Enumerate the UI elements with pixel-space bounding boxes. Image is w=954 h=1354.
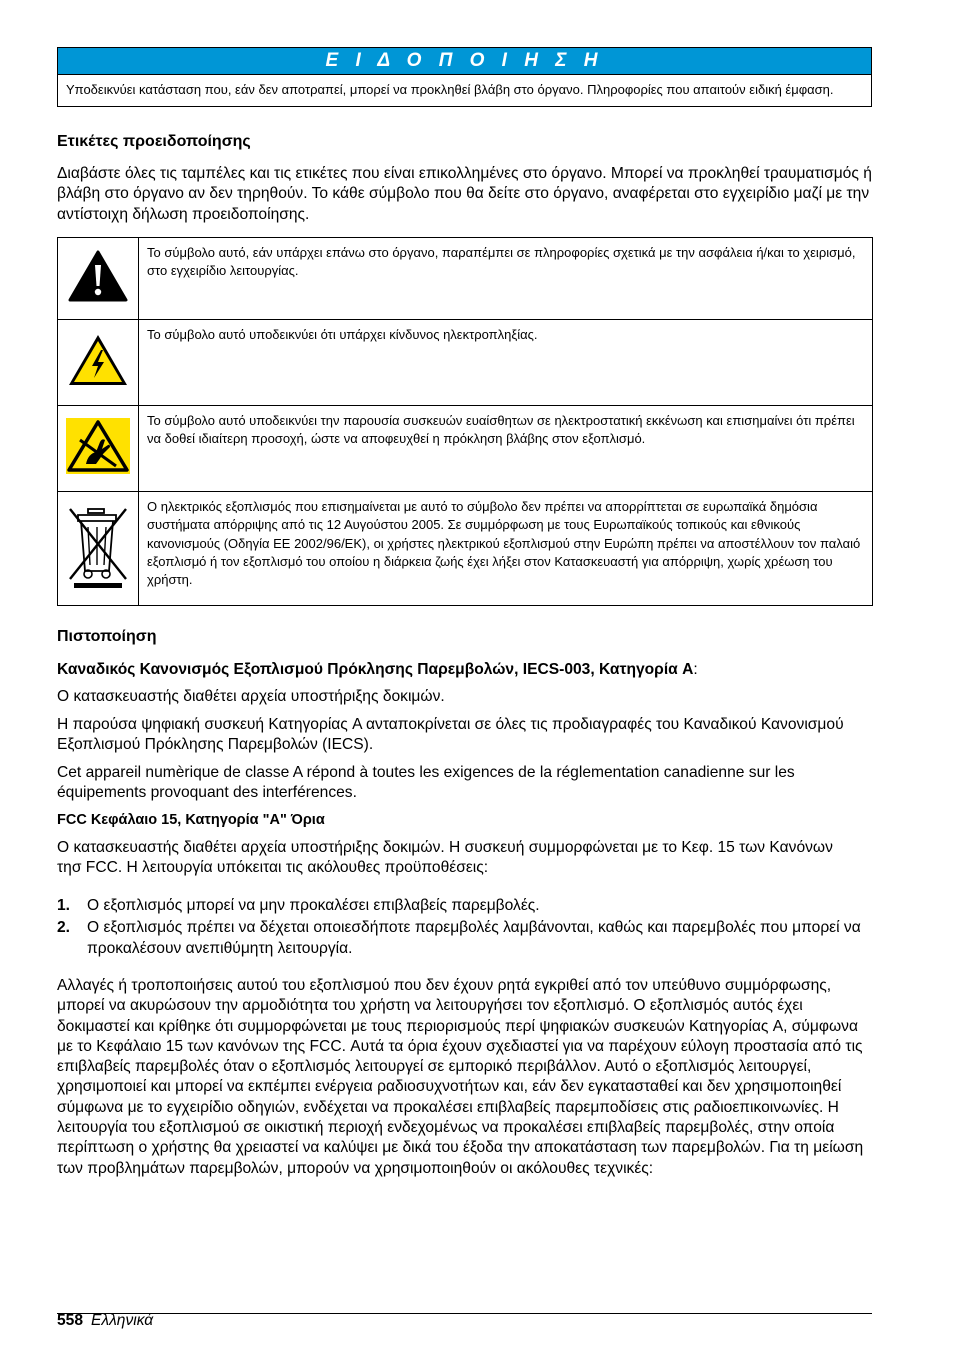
certification-heading: Πιστοποίηση (57, 628, 157, 645)
notice-box (57, 47, 872, 107)
symbol-description: Το σύμβολο αυτό υποδεικνύει ότι υπάρχει κίνδυνος ηλεκτροπληξίας. (139, 320, 873, 406)
fcc-conditions-list (57, 896, 872, 961)
footer-language: Ελληνικά (91, 1312, 154, 1329)
symbols-table (57, 237, 873, 606)
list-item-text: Ο εξοπλισμός πρέπει να δέχεται οποιεσδήποτε παρεμβολές λαμβάνονται, καθώς και παρεμβολές που μπορεί να προκαλέσουν ανεπιθύμητη λειτουργία. (87, 919, 861, 957)
labels-heading: Ετικέτες προειδοποίησης (57, 133, 251, 150)
page-footer (57, 1311, 153, 1331)
symbol-row (58, 320, 873, 406)
labels-intro: Διαβάστε όλες τις ταμπέλες και τις ετικέτες που είναι επικολλημένες στο όργανο. Μπορεί να προκληθεί τραυματισμός ή βλάβη στο όργανο αν δεν τηρηθούν. Το κάθε σύμβολο που θα δείτε στο όργανο, αναφέρεται στο εγχειρίδιο μαζί με την αντίστοιχη δήλωση προειδοποίησης. (57, 165, 872, 223)
symbol-description: Το σύμβολο αυτό, εάν υπάρχει επάνω στο όργανο, παραπέμπει σε πληροφορίες σχετικά με την ασφάλεια ή/και το χειρισμό, στο εγχειρίδιο λειτουργίας. (139, 238, 873, 320)
warning-triangle-icon (68, 250, 128, 302)
canada-heading: Καναδικός Κανονισμός Εξοπλισμού Πρόκλησης Παρεμβολών, IECS-003, Κατηγορία A (57, 661, 694, 678)
list-item (57, 918, 872, 959)
symbol-row (58, 238, 873, 320)
esd-sensitive-icon (66, 418, 130, 474)
electrical-hazard-icon (67, 333, 129, 387)
symbol-row (58, 406, 873, 492)
list-item-text: Ο εξοπλισμός μπορεί να μην προκαλέσει επιβλαβείς παρεμβολές. (87, 897, 540, 914)
canada-paragraph-2: Η παρούσα ψηφιακή συσκευή Κατηγορίας A ανταποκρίνεται σε όλες τις προδιαγραφές του Καναδικού Κανονισμού Εξοπλισμού Πρόκλησης Παρεμβολών (IECS). (57, 716, 844, 754)
symbol-description: Ο ηλεκτρικός εξοπλισμός που επισημαίνεται με αυτό το σύμβολο δεν πρέπει να απορρίπτεται σε ευρωπαϊκά δημόσια συστήματα απόρριψης από τις 12 Αυγούστου 2005. Σε συμμόρφωση με τους Ευρωπαϊκούς τοπικούς και εθνικούς κανονισμούς (Οδηγία ΕΕ 2002/96/ΕΚ), οι χρήστες ηλεκτρικού εξοπλισμού στην Ευρώπη πρέπει να αποστέλλουν τον παλαιό εξοπλισμό ή τον εξοπλισμό του οποίου η διάρκεια ζωής έχει λήξει στον Κατασκευαστή για απόρριψη, χωρίς χρέωση του χρήστη. (139, 492, 873, 606)
fcc-heading: FCC Κεφάλαιο 15, Κατηγορία "A" Όρια (57, 812, 325, 828)
list-item-number: 1. (57, 897, 71, 914)
weee-crossed-bin-icon (66, 503, 130, 589)
notice-text: Υποδεικνύει κατάσταση που, εάν δεν αποτραπεί, μπορεί να προκληθεί βλάβη στο όργανο. Πληροφορίες που απαιτούν ειδική έμφαση. (58, 74, 871, 106)
symbol-row (58, 492, 873, 606)
footer-divider (57, 1313, 872, 1314)
canada-paragraph-3: Cet appareil numèrique de classe A répond à toutes les exigences de la réglementation canadienne sur les équipements provoquant des interférences. (57, 764, 795, 802)
fcc-paragraph-1: Ο κατασκευαστής διαθέτει αρχεία υποστήριξης δοκιμών. Η συσκευή συμμορφώνεται με το Κεφ. 15 των Κανόνων τησ FCC. Η λειτουργία υπόκειται τις ακόλουθες προϋποθέσεις: (57, 839, 833, 877)
canada-heading-colon: : (693, 661, 698, 678)
symbol-description: Το σύμβολο αυτό υποδεικνύει την παρουσία συσκευών ευαίσθητων σε ηλεκτροστατική εκκένωση και επισημαίνει ότι πρέπει να δοθεί ιδιαίτερη προσοχή, ώστε να αποφευχθεί η πρόκληση βλάβης στον εξοπλισμό. (139, 406, 873, 492)
canada-heading-line (57, 660, 872, 680)
page-number: 558 (57, 1312, 84, 1329)
notice-title: Ε Ι Δ Ο Π Ο Ι Η Σ Η (58, 48, 871, 74)
list-item-number: 2. (57, 919, 71, 937)
list-item (57, 896, 872, 916)
fcc-paragraph-2: Αλλαγές ή τροποποιήσεις αυτού του εξοπλισμού που δεν έχουν ρητά εγκριθεί από τον υπεύθυνο συμμόρφωσης, μπορεί να ακυρώσουν την αρμοδιότητα του χρήστη να λειτουργήσει τον εξοπλισμό. Ο εξοπλισμός αυτός έχει δοκιμαστεί και κρίθηκε ότι συμμορφώνεται με τους περιορισμούς περί ψηφιακών συσκευών Κατηγορίας A, σύμφωνα με το Κεφάλαιο 15 των κανόνων της FCC. Αυτά τα όρια έχουν σχεδιαστεί για να παρέχουν εύλογη προστασία από τις επιβλαβείς παρεμβολές όταν ο εξοπλισμός λειτουργεί σε εμπορικό περιβάλλον. Αυτό ο εξοπλισμός λειτουργεί, χρησιμοποιεί και μπορεί να εκπέμπει ενέργεια ραδιοσυχνοτήτων και, εάν δεν εγκατασταθεί και δεν χρησιμοποιηθεί σύμφωνα με το εγχειρίδιο οδηγιών, ενδέχεται να προκαλέσει επιβλαβείς παρεμποδίσεις στις ραδιοεπικοινωνίες. Η λειτουργία του εξοπλισμού σε οικιστική περιοχή ενδεχομένως να προκαλέσει επιβλαβείς παρεμβολές, στην οποία περίπτωση ο χρήστης θα χρειαστεί να καλύψει με δικά του έξοδα την αποκατάσταση των παρεμβολών. Για τη μείωση των προβλημάτων παρεμβολών, μπορούν να χρησιμοποιηθούν οι ακόλουθες τεχνικές: (57, 977, 864, 1177)
canada-paragraph-1: Ο κατασκευαστής διαθέτει αρχεία υποστήριξης δοκιμών. (57, 688, 445, 705)
